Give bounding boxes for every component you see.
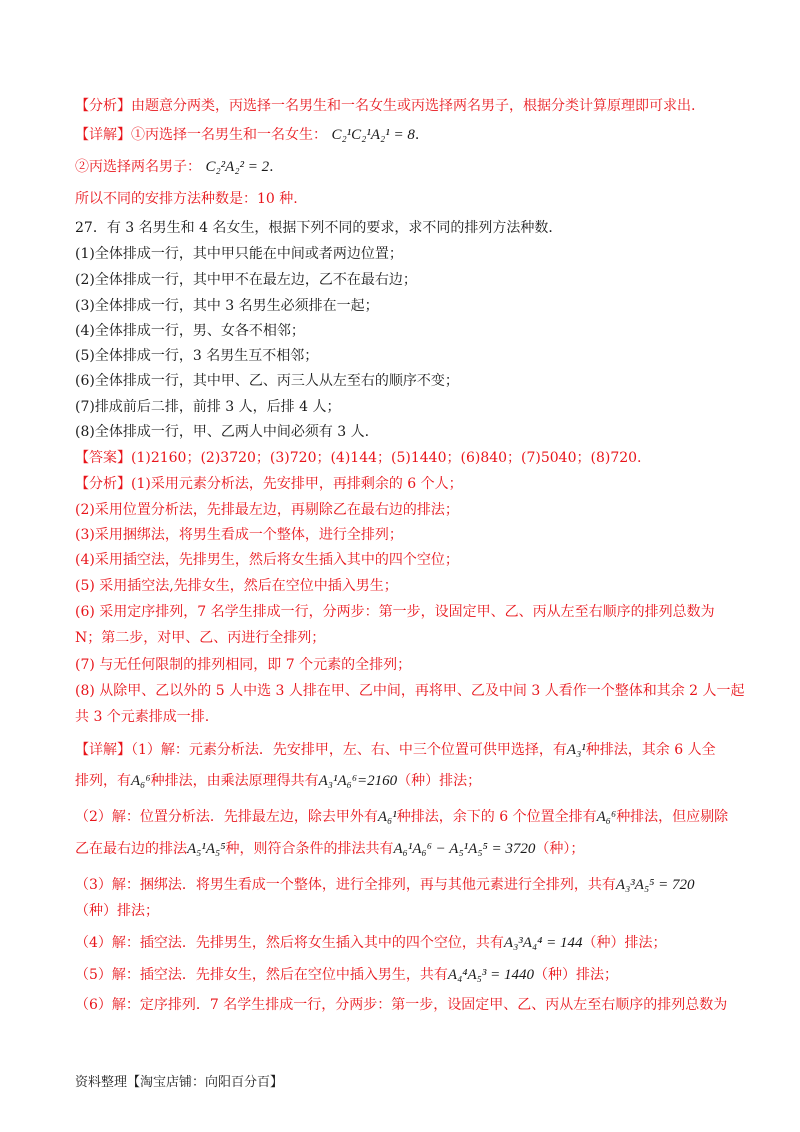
question-item-6: (6)全体排成一行，其中甲、乙、丙三人从左至右的顺序不变； [75, 373, 459, 389]
detail-5: （5）解：插空法．先排女生，然后在空位中插入男生，共有A₄⁴A₅³ = 1440（种）排法； [75, 967, 618, 983]
question-item-8: (8)全体排成一行，甲、乙两人中间必须有 3 人. [75, 424, 370, 440]
analysis-3: (3)采用捆绑法，将男生看成一个整体，进行全排列； [75, 527, 403, 543]
question-item-7: (7)排成前后二排，前排 3 人，后排 4 人； [75, 399, 341, 415]
formula: A₃³A₄⁴ = 144 [503, 935, 583, 951]
analysis-6: (6) 采用定序排列，7 名学生排成一行，分两步：第一步，设固定甲、乙、丙从左至右顺序的排列总数为 [75, 604, 715, 620]
answer-line: 【答案】(1)2160；(2)3720；(3)720；(4)144；(5)1440；(6)840；(7)5040；(8)720. [75, 450, 642, 466]
detail-1-cont: 排列，有A₆⁶种排法，由乘法原理得共有A₃¹A₆⁶=2160（种）排法； [75, 773, 482, 789]
analysis-8: (8) 从除甲、乙以外的 5 人中选 3 人排在甲、乙中间，再将甲、乙及中间 3 人看作一个整体和其余 2 人一起 [75, 683, 745, 699]
analysis-7: (7) 与无任何限制的排列相同，即 7 个元素的全排列； [75, 657, 412, 673]
analysis-line-1: 【分析】由题意分两类，丙选择一名男生和一名女生或丙选择两名男子，根据分类计算原理即可求出. [75, 98, 696, 114]
detail-4: （4）解：插空法．先排男生，然后将女生插入其中的四个空位，共有A₃³A₄⁴ = 144（种）排法； [75, 935, 667, 951]
analysis-1: 【分析】(1)采用元素分析法，先安排甲，再排剩余的 6 个人； [75, 476, 463, 492]
formula: A₆¹ [377, 809, 397, 825]
formula: A₃¹ [566, 742, 586, 758]
detail-line-1: 【详解】①丙选择一名男生和一名女生： C₂¹C₂¹A₂¹ = 8. [75, 127, 420, 143]
detail-1: 【详解】（1）解：元素分析法．先安排甲，左、右、中三个位置可供甲选择，有A₃¹种排法，其余 6 人全 [75, 742, 716, 758]
detail-line-3: 所以不同的安排方法种数是：10 种. [75, 191, 298, 207]
analysis-6-cont: N；第二步，对甲、乙、丙进行全排列； [75, 630, 326, 646]
analysis-2: (2)采用位置分析法，先排最左边，再剔除乙在最右边的排法； [75, 502, 459, 518]
formula: A₃¹A₆⁶=2160 [318, 773, 398, 789]
question-27: 27．有 3 名男生和 4 名女生，根据下列不同的要求，求不同的排列方法种数． [75, 220, 563, 236]
analysis-4: (4)采用插空法，先排男生，然后将女生插入其中的四个空位； [75, 552, 459, 568]
analysis-8-cont: 共 3 个元素排成一排. [75, 709, 210, 725]
question-item-5: (5)全体排成一行，3 名男生互不相邻； [75, 348, 319, 364]
formula: A₄⁴A₅³ = 1440 [447, 967, 534, 983]
detail-3: （3）解：捆绑法．将男生看成一个整体，进行全排列，再与其他元素进行全排列，共有A₃³A₅⁵ = 720 [75, 877, 695, 893]
question-item-2: (2)全体排成一行，其中甲不在最左边，乙不在最右边； [75, 272, 417, 288]
analysis-5: (5) 采用插空法,先排女生，然后在空位中插入男生； [75, 578, 398, 594]
formula: A₅¹A₅⁵ [187, 841, 226, 857]
formula: A₃³A₅⁵ = 720 [615, 877, 695, 893]
formula: A₆¹A₆⁶ − A₅¹A₅⁵ = 3720 [393, 841, 536, 857]
question-item-1: (1)全体排成一行，其中甲只能在中间或者两边位置； [75, 246, 403, 262]
detail-line-2: ②丙选择两名男子： C₂²A₂² = 2. [75, 159, 274, 175]
detail-2-cont: 乙在最右边的排法A₅¹A₅⁵种，则符合条件的排法共有A₆¹A₆⁶ − A₅¹A₅⁵ = 3720（种）； [75, 841, 585, 857]
question-item-4: (4)全体排成一行，男、女各不相邻； [75, 323, 305, 339]
detail-6: （6）解：定序排列．7 名学生排成一行，分两步：第一步，设固定甲、乙、丙从左至右顺序的排列总数为 [75, 997, 728, 1013]
page-footer: 资料整理【淘宝店铺：向阳百分百】 [75, 1075, 284, 1090]
formula: C₂²A₂² = 2 [205, 159, 270, 175]
detail-2: （2）解：位置分析法．先排最左边，除去甲外有A₆¹种排法，余下的 6 个位置全排有A₆⁶种排法，但应剔除 [75, 809, 729, 825]
detail-3-cont: （种）排法； [75, 903, 159, 919]
formula: A₆⁶ [131, 773, 151, 789]
question-item-3: (3)全体排成一行，其中 3 名男生必须排在一起； [75, 298, 379, 314]
formula: A₆⁶ [596, 809, 617, 825]
formula: C₂¹C₂¹A₂¹ = 8 [331, 127, 415, 143]
